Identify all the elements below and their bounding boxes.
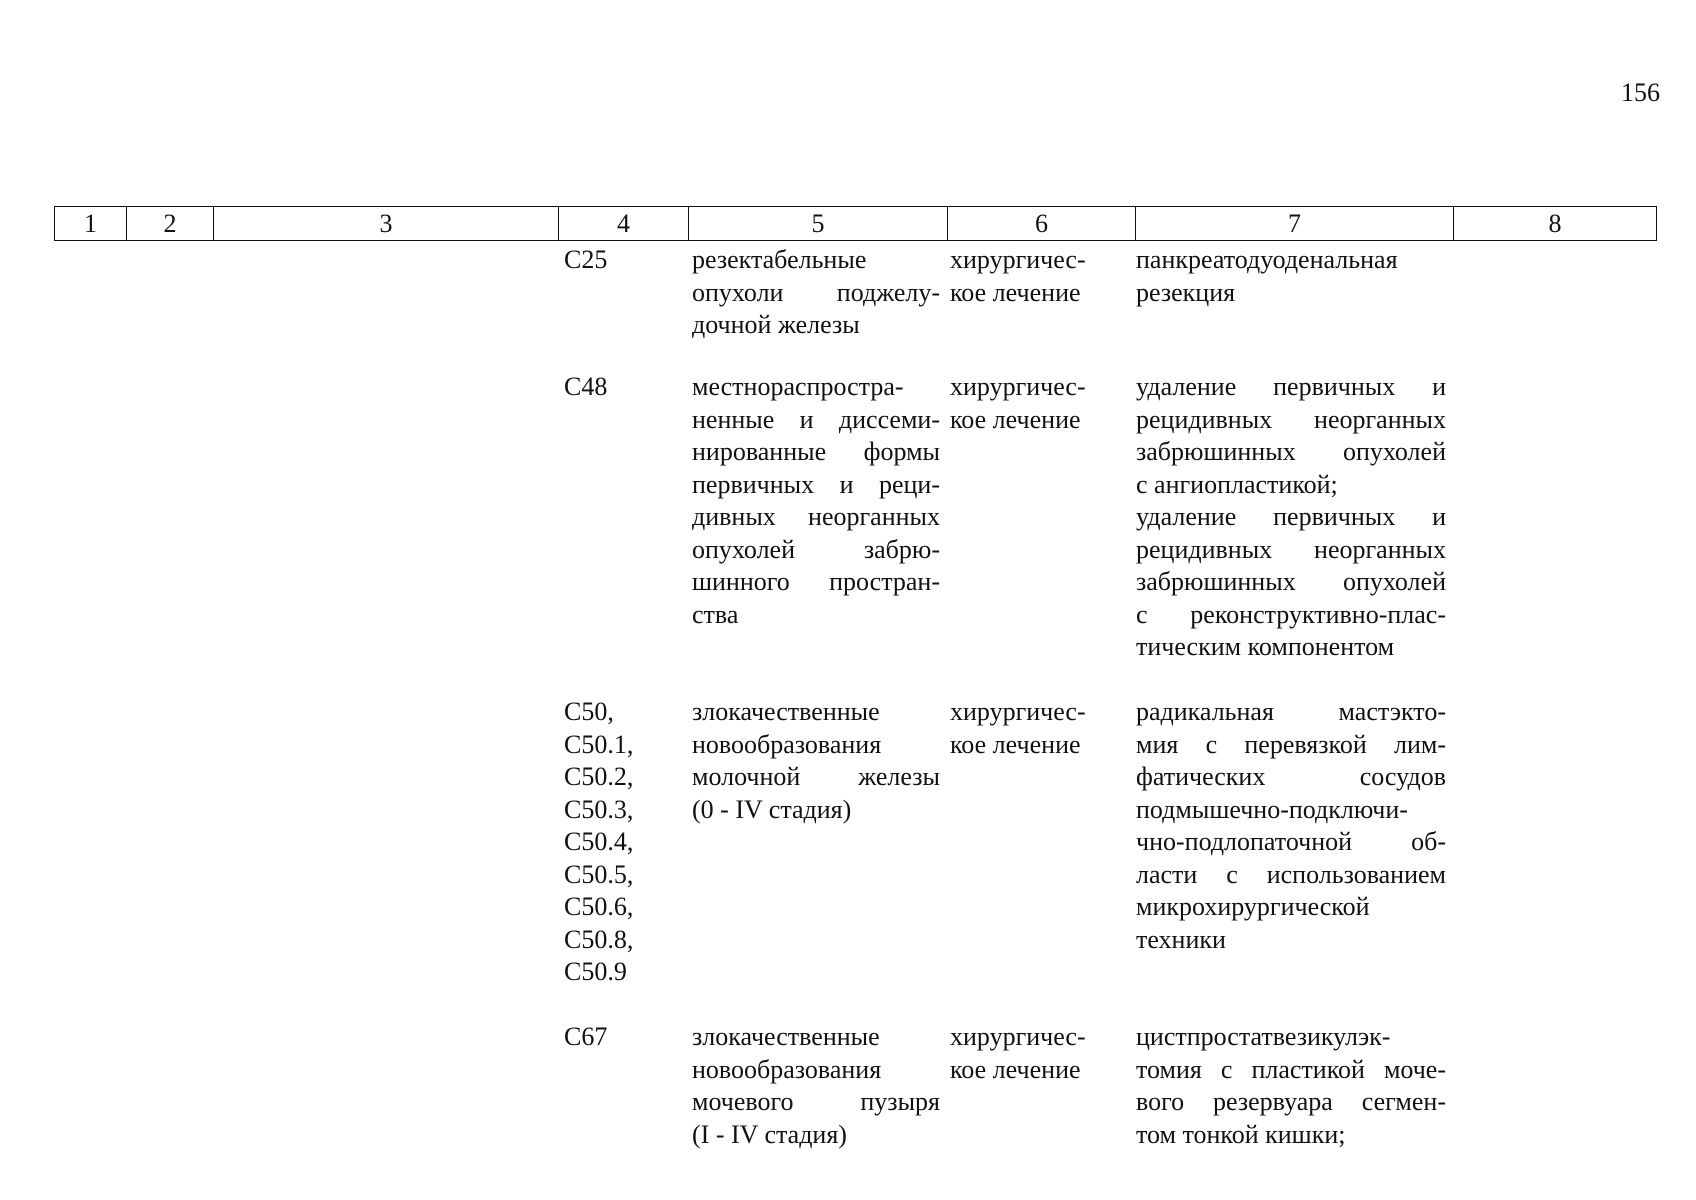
column-header-6: 6 [948, 207, 1136, 241]
column-header-7: 7 [1136, 207, 1454, 241]
method-line: цистпростатвезикулэк- [1136, 1022, 1391, 1051]
treatment-line: кое лечение [950, 404, 1081, 434]
page-number: 156 [1621, 78, 1660, 107]
method-line: подмышечно-подключи- [1136, 794, 1408, 824]
icd-code: С50.6, [564, 892, 634, 921]
diagnosis-line: резектабельные [692, 245, 867, 274]
diagnosis-line: первичных и реци- [692, 469, 940, 499]
method-line: мия с перевязкой лим- [1136, 729, 1446, 759]
treatment-line: хирургичес- [950, 1022, 1086, 1051]
method-line: удаление первичных и [1136, 502, 1446, 531]
method-line: микрохирургической [1136, 892, 1370, 921]
method-line: панкреатодуоденальная [1136, 245, 1398, 274]
icd-code: С67 [564, 1022, 608, 1051]
method-line: тическим компонентом [1136, 632, 1395, 661]
icd-code: С48 [564, 372, 608, 401]
method-line: том тонкой кишки; [1136, 1119, 1346, 1149]
diagnosis-line: дивных неорганных [692, 502, 940, 531]
diagnosis-line: новообразования [692, 1054, 882, 1084]
treatment-type-cell [950, 371, 1098, 436]
icd-code-cell [564, 696, 684, 989]
treatment-line: хирургичес- [950, 245, 1086, 274]
icd-code-cell [564, 371, 684, 404]
treatment-type-cell [950, 244, 1098, 309]
diagnosis-cell [692, 696, 940, 826]
icd-code: С50.8, [564, 924, 634, 954]
column-header-5: 5 [689, 207, 948, 241]
icd-code-cell [564, 1021, 684, 1054]
treatment-method-cell [1136, 244, 1446, 309]
diagnosis-line: опухолей забрю- [692, 534, 940, 564]
column-header-1: 1 [55, 207, 127, 241]
treatment-line: хирургичес- [950, 697, 1086, 726]
diagnosis-line: дочной железы [692, 310, 860, 339]
diagnosis-line: шинного простран- [692, 567, 940, 596]
icd-code-cell [564, 244, 684, 277]
method-line: ласти с использованием [1136, 859, 1446, 889]
method-line: радикальная мастэкто- [1136, 697, 1446, 726]
treatment-line: кое лечение [950, 729, 1081, 759]
icd-code: С50.2, [564, 762, 634, 791]
diagnosis-line: злокачественные [692, 1022, 880, 1051]
column-header-2: 2 [127, 207, 214, 241]
diagnosis-cell [692, 371, 940, 631]
column-number-header [54, 206, 1657, 241]
method-line: удаление первичных и [1136, 372, 1446, 401]
treatment-line: хирургичес- [950, 372, 1086, 401]
treatment-method-cell [1136, 1021, 1446, 1151]
icd-code: С50, [564, 697, 614, 726]
treatment-method-cell [1136, 696, 1446, 956]
diagnosis-line: ства [692, 599, 739, 629]
icd-code: С50.3, [564, 794, 634, 824]
diagnosis-line: злокачественные [692, 697, 880, 726]
diagnosis-line: (I - IV стадия) [692, 1119, 847, 1149]
treatment-line: кое лечение [950, 1054, 1081, 1084]
icd-code: С50.9 [564, 957, 627, 986]
column-header-4: 4 [559, 207, 689, 241]
method-line: рецидивных неорганных [1136, 404, 1446, 434]
method-line: техники [1136, 924, 1226, 954]
method-line: забрюшинных опухолей [1136, 437, 1446, 466]
diagnosis-line: молочной железы [692, 762, 940, 791]
diagnosis-cell [692, 244, 940, 342]
method-line: фатических сосудов [1136, 762, 1446, 791]
treatment-type-cell [950, 1021, 1098, 1086]
diagnosis-line: новообразования [692, 729, 882, 759]
method-line: с реконструктивно-плас- [1136, 599, 1446, 629]
method-line: с ангиопластикой; [1136, 469, 1338, 499]
diagnosis-line: опухоли поджелу- [692, 277, 940, 307]
diagnosis-line: (0 - IV стадия) [692, 794, 852, 824]
method-line: чно-подлопаточной об- [1136, 827, 1446, 856]
method-line: томия с пластикой моче- [1136, 1054, 1446, 1084]
column-header-3: 3 [214, 207, 559, 241]
treatment-line: кое лечение [950, 277, 1081, 307]
icd-code: С50.4, [564, 827, 634, 856]
icd-code: С25 [564, 245, 608, 274]
diagnosis-line: нированные формы [692, 437, 940, 466]
column-header-8: 8 [1454, 207, 1657, 241]
method-line: рецидивных неорганных [1136, 534, 1446, 564]
treatment-type-cell [950, 696, 1098, 761]
method-line: забрюшинных опухолей [1136, 567, 1446, 596]
diagnosis-cell [692, 1021, 940, 1151]
icd-code: С50.5, [564, 859, 634, 889]
method-line: резекция [1136, 277, 1236, 307]
diagnosis-line: мочевого пузыря [692, 1087, 940, 1116]
icd-code: С50.1, [564, 729, 634, 759]
diagnosis-line: местнораспростра- [692, 372, 904, 401]
diagnosis-line: ненные и диссеми- [692, 404, 940, 434]
treatment-method-cell [1136, 371, 1446, 664]
method-line: вого резервуара сегмен- [1136, 1087, 1446, 1116]
